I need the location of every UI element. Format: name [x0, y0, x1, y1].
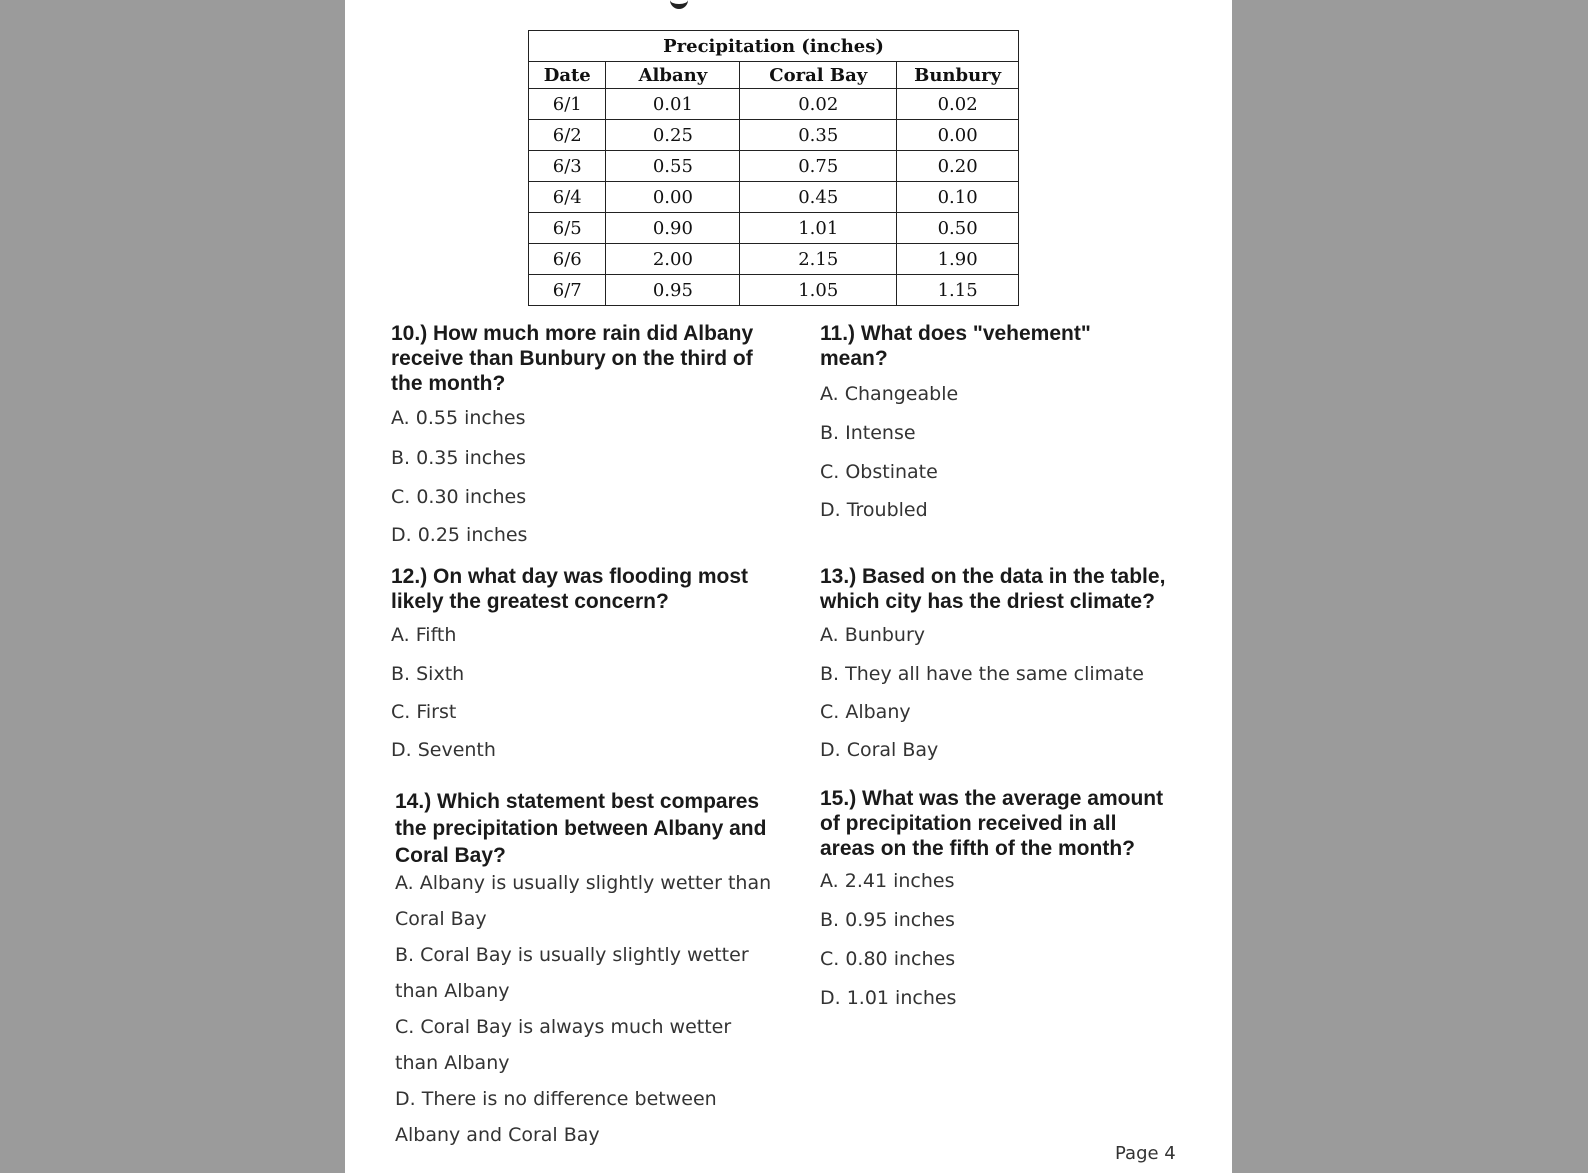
date-cell: 6/7: [529, 275, 606, 306]
page-number: Page 4: [1115, 1143, 1176, 1164]
coral-bay-cell: 0.75: [740, 151, 897, 182]
question-14-stem: 14.) Which statement best compares the precipitation between Albany and Coral Bay?: [395, 790, 767, 867]
precipitation-table: [528, 30, 1019, 306]
coral-bay-cell: 0.02: [740, 89, 897, 120]
date-cell: 6/6: [529, 244, 606, 275]
albany-cell: 0.00: [606, 182, 740, 213]
bunbury-cell: 1.15: [897, 275, 1019, 306]
answer-option-c[interactable]: C. 0.80 inches: [820, 948, 956, 970]
bunbury-cell: 0.10: [897, 182, 1019, 213]
answer-option-a[interactable]: A. 0.55 inches: [391, 407, 526, 429]
bunbury-cell: 0.00: [897, 120, 1019, 151]
table-row: [529, 120, 1019, 151]
coral-bay-cell: 1.05: [740, 275, 897, 306]
answer-option-b[interactable]: B. Intense: [820, 422, 916, 444]
document-page: [345, 0, 1232, 1173]
question-13-stem: 13.) Based on the data in the table, which city has the driest climate?: [820, 565, 1166, 613]
answer-option-b[interactable]: B. Coral Bay is usually slightly wetter than Albany: [395, 944, 749, 1002]
question-15: [820, 786, 1215, 1026]
answer-option-c[interactable]: C. 0.30 inches: [391, 486, 527, 508]
table-row: [529, 151, 1019, 182]
answer-option-b[interactable]: B. They all have the same climate: [820, 663, 1144, 685]
answer-option-d[interactable]: D. 1.01 inches: [820, 987, 957, 1009]
answer-option-d[interactable]: D. Coral Bay: [820, 739, 939, 761]
answer-option-d[interactable]: D. There is no difference between Albany and Coral Bay: [395, 1088, 717, 1146]
question-11: [820, 321, 1200, 531]
answer-option-a[interactable]: A. Changeable: [820, 383, 959, 405]
answer-option-b[interactable]: B. 0.35 inches: [391, 447, 526, 469]
albany-cell: 0.90: [606, 213, 740, 244]
answer-option-d[interactable]: D. Seventh: [391, 739, 496, 761]
bunbury-cell: 0.02: [897, 89, 1019, 120]
answer-option-b[interactable]: B. Sixth: [391, 663, 465, 685]
date-cell: 6/4: [529, 182, 606, 213]
question-12: [391, 564, 791, 774]
bunbury-cell: 0.50: [897, 213, 1019, 244]
coral-bay-cell: 1.01: [740, 213, 897, 244]
question-13: [820, 564, 1210, 774]
column-header-date: Date: [529, 62, 606, 89]
bunbury-cell: 1.90: [897, 244, 1019, 275]
cut-off-heading-glyph: [670, 0, 688, 9]
answer-option-c[interactable]: C. First: [391, 701, 457, 723]
answer-option-c[interactable]: C. Obstinate: [820, 461, 938, 483]
question-11-stem: 11.) What does "vehement" mean?: [820, 322, 1091, 370]
answer-option-c[interactable]: C. Coral Bay is always much wetter than Albany: [395, 1016, 732, 1074]
answer-option-d[interactable]: D. 0.25 inches: [391, 524, 528, 546]
bunbury-cell: 0.20: [897, 151, 1019, 182]
answer-option-a[interactable]: A. Bunbury: [820, 624, 926, 646]
coral-bay-cell: 0.45: [740, 182, 897, 213]
answer-option-a[interactable]: A. Fifth: [391, 624, 457, 646]
albany-cell: 0.55: [606, 151, 740, 182]
albany-cell: 2.00: [606, 244, 740, 275]
table-row: [529, 244, 1019, 275]
date-cell: 6/3: [529, 151, 606, 182]
albany-cell: 0.01: [606, 89, 740, 120]
table-title: Precipitation (inches): [529, 31, 1019, 62]
albany-cell: 0.25: [606, 120, 740, 151]
coral-bay-cell: 2.15: [740, 244, 897, 275]
answer-option-d[interactable]: D. Troubled: [820, 499, 928, 521]
table-row: [529, 89, 1019, 120]
question-10-stem: 10.) How much more rain did Albany receive than Bunbury on the third of the month?: [391, 322, 754, 395]
column-header-bunbury: Bunbury: [897, 62, 1019, 89]
date-cell: 6/2: [529, 120, 606, 151]
table-row: [529, 213, 1019, 244]
coral-bay-cell: 0.35: [740, 120, 897, 151]
table-row: [529, 182, 1019, 213]
date-cell: 6/5: [529, 213, 606, 244]
date-cell: 6/1: [529, 89, 606, 120]
albany-cell: 0.95: [606, 275, 740, 306]
question-14: [395, 788, 795, 1163]
answer-option-a[interactable]: A. Albany is usually slightly wetter than Coral Bay: [395, 872, 772, 930]
column-header-albany: Albany: [606, 62, 740, 89]
answer-option-a[interactable]: A. 2.41 inches: [820, 870, 955, 892]
table-row: [529, 275, 1019, 306]
column-header-coral-bay: Coral Bay: [740, 62, 897, 89]
answer-option-c[interactable]: C. Albany: [820, 701, 911, 723]
question-15-stem: 15.) What was the average amount of precipitation received in all areas on the fifth of the month?: [820, 787, 1164, 860]
question-12-stem: 12.) On what day was flooding most likely the greatest concern?: [391, 565, 749, 613]
answer-option-b[interactable]: B. 0.95 inches: [820, 909, 955, 931]
question-10: [391, 321, 791, 551]
